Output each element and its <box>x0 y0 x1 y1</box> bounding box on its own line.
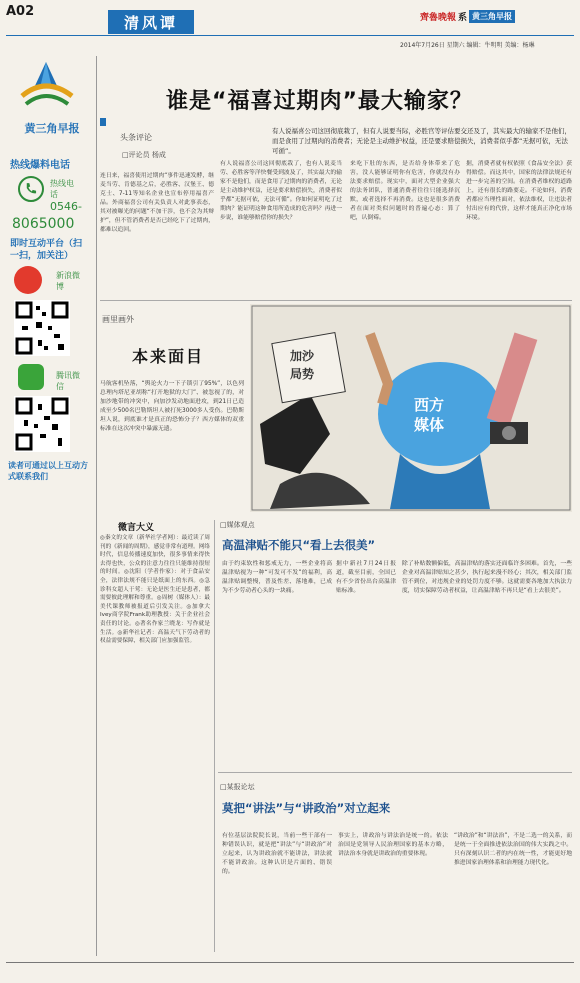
column-divider <box>214 520 215 952</box>
scan-note: 读者可通过以上互动方式联系我们 <box>8 461 88 481</box>
sidebar-brand <box>12 120 92 136</box>
weiwen-text: ◎秦文的文章（新华社学者网）：最近读了周刊的《新闻的周期》，感觉非常有道理。网络时代，信息传播速度加快，很多事情来得快去得也快，公众的注意力往往只能维持很短的时间。◎沈阳（学者作家）：对于食品安全，法律法规不能只是纸面上的东西。◎急诊科女超人于莺：无论是医生还是患者，都需要彼此理解和尊重。◎周树（媒体人）：最美代课教师被报道后引发关注。◎加拿大Ivey商学院Frank助理教授：关于企业社会责任的讨论。◎著名作家兰晓龙：写作就是生活。◎新华社记者：高温天气下劳动者的权益需要保障，相关部门应加强监管。 <box>100 535 210 645</box>
commentary-label: 头条评论 <box>120 133 152 142</box>
sidebar-divider <box>96 56 97 956</box>
lead-headline: 谁是“福喜过期肉”最大输家？ <box>166 89 473 114</box>
editorial-cartoon <box>250 304 572 512</box>
page-number: A02 <box>6 4 35 19</box>
cartoon-title: 本来面目 <box>132 347 205 366</box>
section-banner: 清风谭 <box>108 10 194 34</box>
phone-icon <box>18 176 44 202</box>
section-divider <box>100 300 572 301</box>
brand-logo-icon <box>12 58 82 118</box>
hotline-label: 热线电话 <box>50 179 74 199</box>
footer-rule <box>6 962 574 963</box>
article3-headline: 莫把“讲法”与“讲政治”对立起来 <box>222 801 391 815</box>
weiwen-title: 微言大义 <box>118 523 155 533</box>
cartoon-bubble-line-1: 加沙 <box>290 349 315 363</box>
section-divider <box>218 772 572 773</box>
lead-column-4: 据，消费者就有权依照《食品安全法》获得赔偿。而这其中，国家的法律法规还有进一步完善的空间。在消费者维权的道路上，还有很长的路要走。不论如何，消费者都应当理性面对，依法维权，让违法者付出应有的代价，这样才能真正净化市场环境。 <box>466 161 572 221</box>
hotline-area-code: 0546- <box>50 200 82 213</box>
commentary-author: □评论员 杨成 <box>122 151 166 159</box>
article2-column-3: 除了补贴数额偏低，高温津贴的落实还面临许多困难。首先，一些企业对高温津贴知之甚少，执行起来漫不经心；其次，相关部门监管不到位，对违规企业的处罚力度不够。这就需要各地加大执法力度，切实保障劳动者权益，让高温津贴不再只是“看上去很美”。 <box>402 561 572 594</box>
lead-column-2: 有人说福喜公司这回彻底栽了，也有人说麦当劳、必胜客等洋快餐受到波及了，其实最大的输家不是他们，而是食用了过期肉的消费者，无论是主动维护权益，还是要求赔偿损失，消费者似乎都“无据可依，无法可循”。你如何证明吃了过期肉？能证明这种食用所造成的危害吗？再进一步说，谁能够赔偿你的损失？ <box>220 161 342 221</box>
wechat-label: 腾讯微信 <box>56 371 80 391</box>
interact-title: 即时互动平台（扫一扫，加关注） <box>10 239 83 261</box>
article3-column-3: “讲政治”和“讲法治”，不是二选一的关系，而是统一于全面推进依法治国的伟大实践之中。只有深刻认识二者的内在统一性，才能更好地推进国家治理体系和治理能力现代化。 <box>454 833 572 866</box>
hotline-title: 热线爆料电话 <box>10 160 70 171</box>
article3-column-1: 有位基层法院院长说，当前一些干部有一种错误认识，就是把“讲法”与“讲政治”对立起来，认为讲政治就不能讲法，讲法就不能讲政治。这种认识是片面的、错误的。 <box>222 833 332 875</box>
lead-marker <box>100 118 106 126</box>
article3-label: □某报论坛 <box>220 783 255 791</box>
lead-column-1: 连日来，福喜使用过期肉“事件迅速发酵，继麦当劳、肯德基之后，必胜客、汉堡王、德克士、7-11等知名企业也宣布停用福喜产品。外商福喜公司有关负责人对此事表态，其对被曝光的问题“不加干涉，也不会为其辩护”，但不管消费者是否已经吃下了过期肉，都难以追回。 <box>100 173 214 233</box>
article2-label: □媒体观点 <box>220 521 255 529</box>
header-rule <box>6 35 574 36</box>
cartoon-figure-label-2: 媒体 <box>414 416 445 434</box>
wechat-qr-code[interactable] <box>14 396 70 452</box>
lead-standfirst: 有人说福喜公司这回彻底栽了，但有人说要当际，必胜官等评估要交还及了，其实最大的输家不是他们，而是食用了过期肉的消费者；无论是主动维护权益，还是要求赔偿损失，消费者似乎都“无据可依，无法可循”。 <box>272 127 571 155</box>
weibo-qr-code[interactable] <box>14 300 70 356</box>
cartoon-section-label: 画里画外 <box>102 315 134 324</box>
weibo-label: 新浪微博 <box>56 271 80 291</box>
dateline: 2014年7月26日 星期六 编辑：牛明明 美编：杨琳 <box>400 42 535 49</box>
wechat-icon <box>18 364 44 390</box>
cartoon-figure-label-1: 西方 <box>414 396 445 414</box>
cartoon-bubble-line-2: 局势 <box>290 367 315 381</box>
article2-headline: 高温津贴不能只“看上去很美” <box>222 538 376 552</box>
weibo-icon <box>14 266 42 294</box>
masthead-brand-black: 系 <box>458 12 468 23</box>
article3-column-2: 事实上，讲政治与讲法治是统一的。依法治国是党领导人民治理国家的基本方略，讲法治本身就是讲政治的重要体现。 <box>338 833 448 857</box>
masthead-brand-red: 齊魯晚報 <box>420 12 457 23</box>
article2-column-2: 据中新社7月24日报道，截至目前，全国已有不少省份出台高温津贴标准。 <box>336 561 396 594</box>
article2-column-1: 由于约束软性和惩戒无力，一些企业将高温津贴视为一种“可发可不发”的福利，高温津贴调整慢，普及性差、落地难，已成为不少劳动者心头的一块痛。 <box>222 561 332 594</box>
masthead-brand-box: 黄三角早报 <box>469 10 515 23</box>
masthead <box>420 6 576 26</box>
hotline-number: 8065000 <box>12 216 75 232</box>
sidebar-brand-text: 黄三角早报 <box>24 122 80 135</box>
lead-column-3: 来吃下肚的东西，是否给身体带来了危害，没人能够证明你有危害，你就没有办法要求赔偿。现实中，面对大型企业强大的法务团队，普通消费者往往只能选择沉默，或者选择不再消费。这也是很多消费者在面对类似问题时的普遍心态：算了吧，认倒霉。 <box>350 161 460 221</box>
cartoon-text: 马航客机坠落，“舆论火力一下子锁引了95%”，以色列总理内塔尼亚胡称“打开地狱的大门”、被忽视了的，对加沙地带的冲突中，向加沙发动地面进攻，到21日已造成至少500名巴勒斯坦人被打死3000多人受伤。巴勒斯坦人说，到底谁才是真正的恐怖分子？西方媒体的双重标准在这次冲突中暴露无遗。 <box>100 381 244 432</box>
